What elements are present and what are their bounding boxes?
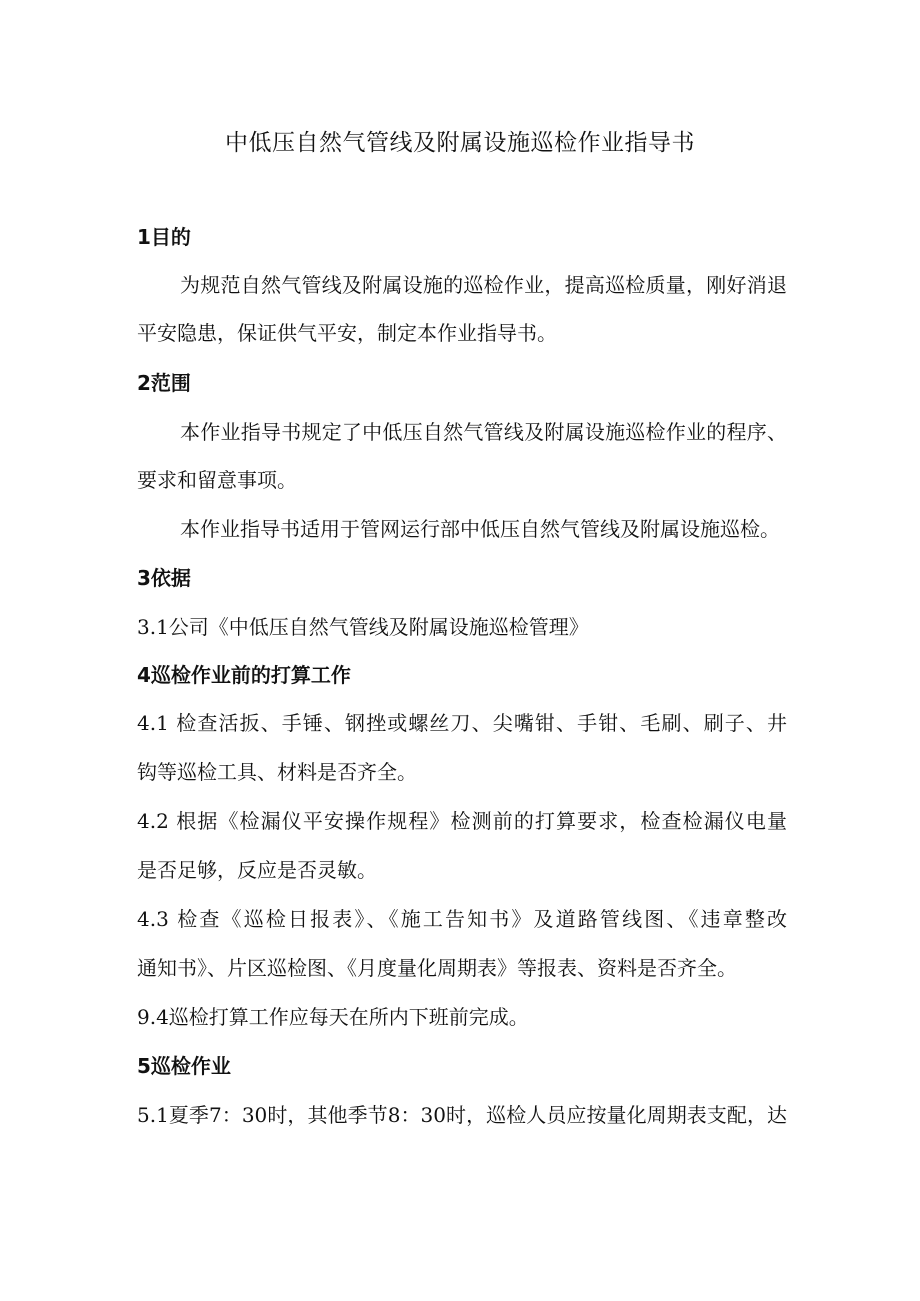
list-item: 3.1公司《中低压自然气管线及附属设施巡检管理》	[137, 615, 589, 639]
paragraph-line: 要求和留意事项。	[137, 468, 297, 492]
list-item: 4.2 根据《检漏仪平安操作规程》检测前的打算要求，检查检漏仪电量	[137, 809, 787, 833]
list-item-continuation: 通知书》、片区巡检图、《月度量化周期表》等报表、资料是否齐全。	[137, 956, 737, 980]
list-item-continuation: 是否足够，反应是否灵敏。	[137, 858, 377, 882]
list-item: 4.1 检查活扳、手锤、钢挫或螺丝刀、尖嘴钳、手钳、毛刷、刷子、井	[137, 711, 787, 735]
list-item-continuation: 钩等巡检工具、材料是否齐全。	[137, 760, 417, 784]
paragraph-line: 为规范自然气管线及附属设施的巡检作业，提高巡检质量，刚好消退	[180, 273, 787, 297]
list-item: 4.3 检查《巡检日报表》、《施工告知书》及道路管线图、《违章整改	[137, 907, 787, 931]
section-heading-purpose: 1目的	[137, 225, 191, 249]
paragraph-line: 平安隐患，保证供气平安，制定本作业指导书。	[137, 321, 557, 345]
list-item: 9.4巡检打算工作应每天在所内下班前完成。	[137, 1005, 529, 1029]
document-title: 中低压自然气管线及附属设施巡检作业指导书	[225, 130, 695, 156]
section-heading-inspection: 5巡检作业	[137, 1054, 231, 1078]
section-heading-basis: 3依据	[137, 566, 191, 590]
paragraph-line: 本作业指导书规定了中低压自然气管线及附属设施巡检作业的程序、	[180, 420, 787, 444]
list-item: 5.1夏季7：30时，其他季节8：30时，巡检人员应按量化周期表支配，达	[137, 1103, 787, 1127]
section-heading-scope: 2范围	[137, 371, 191, 395]
section-heading-preparation: 4巡检作业前的打算工作	[137, 663, 351, 687]
paragraph-line: 本作业指导书适用于管网运行部中低压自然气管线及附属设施巡检。	[180, 517, 780, 541]
